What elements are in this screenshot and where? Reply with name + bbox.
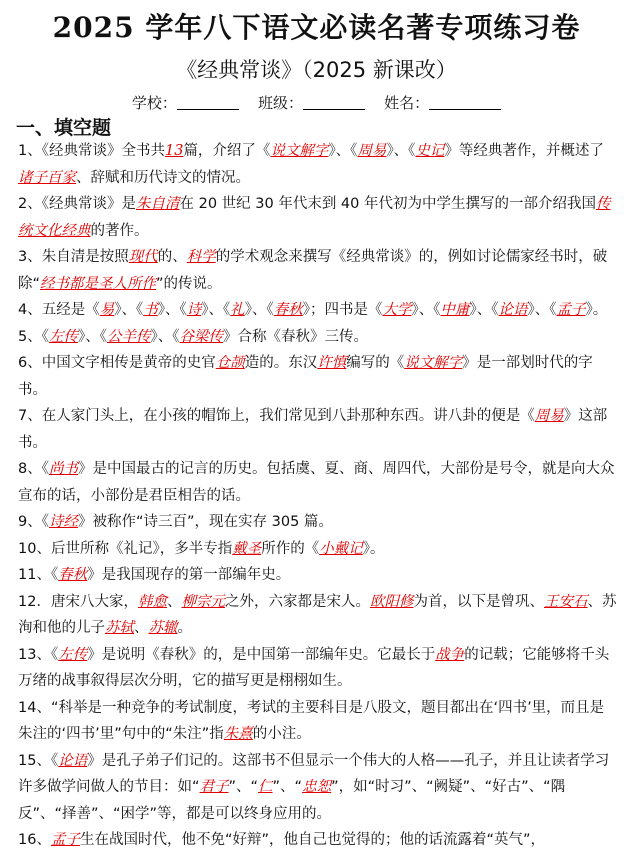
question-text: 8、《: [18, 461, 49, 477]
answer-text: 孟子: [50, 832, 80, 848]
question-item: [18, 536, 618, 563]
answer-text: 朱自清: [135, 196, 180, 212]
question-item: [18, 827, 618, 854]
question-text: 》、《: [469, 302, 499, 318]
question-text: 、: [134, 620, 149, 636]
answer-text: 礼: [230, 302, 245, 318]
question-text: ”的传说。: [156, 275, 222, 292]
question-text: 4、五经是《: [18, 302, 100, 318]
name-label: 姓名：: [384, 94, 430, 112]
question-item: [18, 191, 618, 244]
question-text: 》。: [362, 540, 385, 557]
question-text: ”、“: [272, 779, 303, 795]
answer-text: 诗经: [48, 514, 78, 530]
question-item: [18, 244, 618, 297]
question-text: 》；四书是《: [302, 302, 383, 318]
answer-text: 君子: [199, 779, 229, 795]
question-text: 的小注。: [252, 726, 311, 742]
question-text: 》是中国最古的记言的历史。包括虞、夏、商、周四代，大部份是号令，就是向大众宣布的话，小部份是君臣相告的话。: [18, 461, 615, 504]
answer-text: 左传: [58, 646, 88, 663]
answer-text: 13: [164, 143, 184, 159]
question-text: 》、《: [328, 143, 358, 159]
question-text: 、苏洵和他的儿子: [18, 593, 617, 636]
question-text: 的著作。: [90, 222, 149, 239]
answer-text: 书: [143, 302, 158, 318]
question-text: ”、“: [228, 779, 259, 795]
answer-text: 朱熹: [223, 726, 253, 742]
question-text: 为首，以下是曾巩、: [413, 593, 544, 610]
question-text: 》这部书。: [18, 408, 608, 451]
question-text: 在 20 世纪 30 年代末到 40 年代初为中学生撰写的一部介绍我国: [179, 196, 596, 212]
question-text: 、辞赋和历代诗文的情况。: [76, 169, 250, 186]
question-item: [18, 562, 618, 589]
question-item: [18, 324, 618, 351]
question-text: 5、《: [18, 328, 49, 345]
answer-text: 谷梁传: [179, 328, 223, 345]
question-text: 》合称《春秋》三传。: [222, 328, 368, 345]
answer-text: 论语: [58, 752, 88, 769]
question-text: 》、《: [150, 328, 180, 345]
question-item: [18, 403, 618, 456]
question-text: 》、《: [77, 328, 107, 345]
question-text: 3、朱自清是按照: [18, 249, 129, 265]
question-text: 所作的《: [261, 540, 320, 557]
answer-text: 史记: [415, 143, 445, 159]
answer-text: 韩愈: [137, 593, 167, 610]
question-text: 》、《: [411, 302, 441, 318]
question-text: 》是说明《春秋》的，是中国第一部编年史。它最长于: [87, 646, 436, 663]
school-field[interactable]: [177, 95, 239, 110]
question-item: [18, 695, 618, 748]
class-label: 班级：: [257, 94, 303, 112]
question-text: 》。: [585, 302, 608, 318]
answer-text: 诸子百家: [18, 169, 76, 186]
name-field[interactable]: [429, 95, 501, 110]
question-text: 13、《: [18, 646, 59, 663]
question-text: 11、《: [18, 567, 59, 583]
question-item: [18, 297, 618, 324]
answer-text: 仁: [258, 779, 273, 795]
question-text: 16、: [18, 832, 51, 848]
answer-text: 仓颉: [215, 355, 245, 371]
answer-text: 大学: [382, 302, 412, 318]
question-item: [18, 642, 618, 695]
answer-text: 小戴记: [319, 540, 363, 557]
page-title: 2025 学年八下语文必读名著专项练习卷: [52, 11, 581, 44]
question-text: 》、《: [114, 302, 144, 318]
question-text: 》、《: [386, 143, 416, 159]
question-text: 造的。东汉: [244, 355, 318, 371]
question-text: 、: [166, 593, 182, 610]
question-text: 》是我国现存的第一部编年史。: [87, 567, 291, 583]
question-text: 7、在人家门头上，在小孩的帽饰上，我们常见到八卦那种东西。讲八卦的便是《: [18, 408, 535, 424]
question-text: 》是孔子弟子们记的。这部书不但显示一个伟大的人格——孔子，并且让读者学习许多做学问做人的节目：如“: [18, 752, 610, 795]
answer-text: 孟子: [556, 302, 586, 318]
answer-text: 说文解字: [270, 143, 329, 159]
answer-text: 左传: [48, 328, 78, 345]
answer-text: 苏辙: [148, 620, 178, 636]
section-title: 一、填空题: [16, 117, 112, 139]
answer-text: 苏轼: [105, 620, 134, 636]
answer-text: 战争: [435, 646, 465, 663]
answer-text: 尚书: [48, 461, 78, 477]
answer-text: 周易: [534, 408, 564, 424]
question-text: 1、《经典常谈》全书共: [18, 143, 165, 159]
question-item: [18, 589, 618, 642]
answer-text: 诗: [186, 302, 202, 318]
question-text: 。: [177, 620, 192, 636]
question-text: 9、《: [18, 514, 49, 530]
question-text: 生在战国时代，他不免“好辩”，他自己也觉得的；他的话流露着“英气”，: [79, 832, 545, 848]
answer-text: 现代: [128, 249, 158, 265]
school-label: 学校：: [131, 94, 177, 112]
question-item: [18, 138, 618, 191]
question-text: 》、《: [157, 302, 187, 318]
answer-text: 科学: [186, 249, 216, 265]
question-text: 的、: [157, 249, 187, 265]
answer-text: 周易: [357, 143, 387, 159]
question-text: 篇，介绍了《: [183, 143, 271, 159]
answer-text: 经书都是圣人所作: [40, 275, 157, 292]
answer-text: 传统文化经典: [18, 196, 611, 239]
question-text: 》等经典著作，并概述了: [444, 143, 604, 159]
question-text: 2、《经典常谈》是: [18, 196, 136, 212]
answer-text: 许慎: [317, 355, 347, 371]
question-list: [18, 138, 618, 854]
class-field[interactable]: [303, 95, 365, 110]
answer-text: 柳宗元: [181, 593, 225, 610]
question-text: ”，如“时习”、“阙疑”、“好古”、“隅反”、“择善”、“困学”等，都是可以终身应用的。: [18, 779, 566, 822]
question-text: 》、《: [527, 302, 557, 318]
question-text: 6、中国文字相传是黄帝的史官: [18, 355, 216, 371]
answer-text: 忠恕: [302, 779, 332, 795]
question-text: 的学术观念来撰写《经典常谈》的，例如讨论儒家经书时，破除“: [18, 249, 608, 292]
answer-text: 欧阳修: [369, 593, 414, 610]
question-item: [18, 509, 618, 536]
question-text: 》被称作“诗三百”，现在实存 305 篇。: [77, 514, 333, 530]
answer-text: 论语: [498, 302, 528, 318]
question-text: 》、《: [201, 302, 231, 318]
answer-text: 王安石: [543, 593, 588, 610]
answer-text: 公羊传: [106, 328, 151, 345]
answer-text: 说文解字: [404, 355, 463, 371]
page-subtitle: 《经典常谈》（2025 新课改）: [176, 58, 457, 82]
question-text: 10、后世所称《礼记》，多半专指: [18, 540, 233, 557]
question-text: 之外，六家都是宋人。: [224, 593, 370, 610]
question-text: 》是一部划时代的字书。: [18, 355, 593, 398]
question-text: 的记载；它能够将千头万绪的战事叙得层次分明，它的描写更是栩栩如生。: [18, 646, 610, 689]
question-item: [18, 456, 618, 509]
question-text: 12．唐宋八大家，: [18, 593, 138, 610]
question-text: 》、《: [244, 302, 274, 318]
answer-text: 春秋: [273, 302, 303, 318]
answer-text: 戴圣: [232, 540, 262, 557]
student-info-line: [0, 92, 633, 113]
question-item: [18, 748, 618, 828]
question-text: 14、“科举是一种竞争的考试制度，考试的主要科目是八股文，题目都出在‘四书’里，而且是朱注的‘四书’里”句中的“朱注”指: [18, 699, 605, 742]
answer-text: 春秋: [58, 567, 88, 583]
question-item: [18, 350, 618, 403]
answer-text: 中庸: [440, 302, 470, 318]
question-text: 15、《: [18, 752, 59, 769]
question-text: 编写的《: [346, 355, 405, 371]
answer-text: 易: [99, 302, 115, 318]
